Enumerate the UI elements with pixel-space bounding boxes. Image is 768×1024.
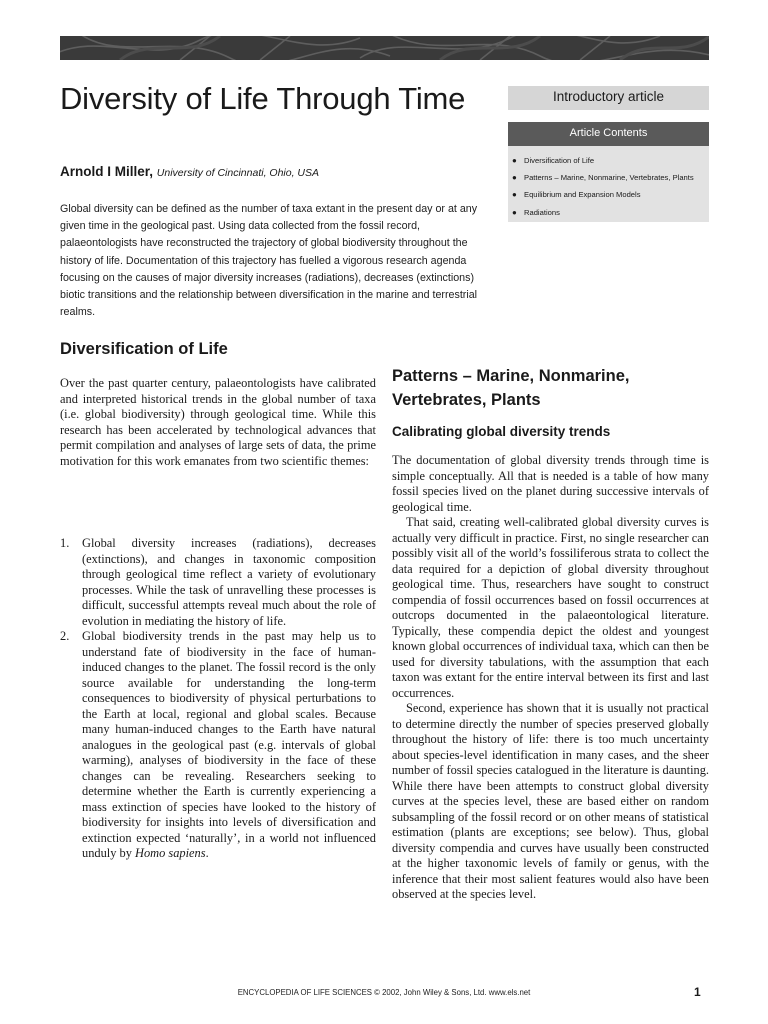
list-item-text: Global diversity increases (radiations), decreases (extinctions), and changes in taxonomic composition through geological time reflect a variety of evolutionary processes. While the task of unravelling these processes is difficult, successful attempts reveal much about the role of evolution in mediating the history of life.: [82, 536, 376, 628]
body-paragraph: That said, creating well-calibrated global diversity curves is actually very difficult in practice. First, no single researcher can possibly visit all of the world’s fossiliferous strata to collect the data required for a depiction of global diversity throughout geological time. Thus, researchers have sought to construct compendia of fossil occurrences based on fossil occurrences at outcrops documented in the palaeontological literature. Typically, these compendia depict the oldest and youngest known global occurrences of individual taxa, which can then be used for diversity tabulations, with the assumption that each taxon was extant for the entire interval between its first and last occurrences.: [392, 515, 709, 700]
body-paragraph: The documentation of global diversity trends through time is simple conceptually. All that is needed is a table of how many fossil species lived on the planet during successive intervals of geological time.: [392, 453, 709, 514]
contents-item[interactable]: [512, 186, 709, 203]
author-affiliation: University of Cincinnati, Ohio, USA: [156, 167, 320, 179]
section-heading-patterns: Patterns – Marine, Nonmarine, Vertebrates, Plants: [392, 367, 630, 409]
bullet-icon: ●: [512, 207, 517, 217]
article-contents-heading: Article Contents: [508, 122, 709, 146]
list-item-text: Global biodiversity trends in the past may help us to understand fate of biodiversity in the face of human-induced changes to the planet. The fossil record is the only source available for understanding the long-term consequences to biodiversity of physical perturbations to the Earth at local, regional and global scales. Because many human-induced changes to the Earth have natural analogues in the geological past (e.g. intervals of global warming), analyses of biodiversity in the face of these changes can be revealing. Researchers seeking to determine whether the Earth is currently experiencing a mass extinction of species have looked to the history of biodiversity for insights into levels of diversification and extinction expected ‘naturally’, in a world not influenced unduly by: [82, 629, 376, 860]
contents-item[interactable]: [512, 204, 709, 221]
article-type-badge: [508, 86, 709, 110]
right-column-body: [392, 453, 709, 903]
list-number: 1.: [60, 536, 70, 550]
contents-item-label: Diversification of Life: [524, 156, 595, 165]
article-title: Diversity of Life Through Time: [60, 81, 466, 116]
subsection-heading-calibrating: Calibrating global diversity trends: [392, 424, 611, 439]
footer-citation: ENCYCLOPEDIA OF LIFE SCIENCES © 2002, John Wiley & Sons, Ltd. www.els.net: [237, 988, 531, 997]
contents-item[interactable]: [512, 169, 709, 186]
contents-item-label: Patterns – Marine, Nonmarine, Vertebrates, Plants: [524, 173, 694, 183]
header-banner: [60, 36, 709, 60]
list-item: [60, 536, 376, 629]
bullet-icon: ●: [512, 190, 517, 200]
contents-item-label: Radiations: [524, 207, 560, 217]
author-name: Arnold I Miller,: [60, 164, 154, 179]
list-number: 2.: [60, 629, 70, 643]
list-item: [60, 629, 376, 862]
left-intro-paragraph: Over the past quarter century, palaeontologists have calibrated and interpreted historical trends in the global number of taxa (i.e. global biodiversity) through geological time. While this research has been accelerated by technological advances that permit compilation and analyses of large sets of data, the prime motivation for this work emanates from two scientific themes:: [60, 376, 376, 468]
section-heading-diversification: Diversification of Life: [60, 340, 228, 358]
author-line: [60, 164, 319, 179]
contents-item[interactable]: [512, 152, 709, 169]
contents-item-label: Equilibrium and Expansion Models: [524, 190, 641, 200]
bullet-icon: ●: [512, 173, 517, 183]
body-paragraph: Second, experience has shown that it is usually not practical to determine directly the number of species preserved globally throughout the history of life: there is too much uncertainty about species-level identification in many cases, and the sheer number of fossil species catalogued in the literature is daunting. While there have been attempts to construct global diversity curves at the species level, these are based either on random subsampling of the fossil record or on other means of statistical estimation (plants are exceptions; see below). Thus, global diversity compendia and curves have usually been constructed at the higher taxonomic levels of family or genus, with the inference that their most salient features would also have been observed at the species level.: [392, 701, 709, 901]
banner-pattern: [60, 36, 709, 60]
article-contents-box: [508, 146, 709, 222]
bullet-icon: ●: [512, 156, 517, 165]
article-contents-list: [512, 152, 709, 221]
themes-list: [60, 536, 376, 862]
page-number: 1: [694, 985, 701, 999]
article-type-label: Introductory article: [552, 89, 665, 104]
species-name: Homo sapiens: [135, 846, 206, 860]
list-item-text-end: .: [205, 846, 209, 860]
abstract: Global diversity can be defined as the number of taxa extant in the present day or at any given time in the geological past. Using data collected from the fossil record, palaeontologists have reconstructed the trajectory of global biodiversity throughout the history of life. Documentation of this trajectory has fuelled a vigorous research agenda focusing on the causes of major diversity increases (radiations), decreases (extinctions) biotic transitions and the relationship between diversification in the marine and terrestrial realms.: [60, 203, 478, 319]
